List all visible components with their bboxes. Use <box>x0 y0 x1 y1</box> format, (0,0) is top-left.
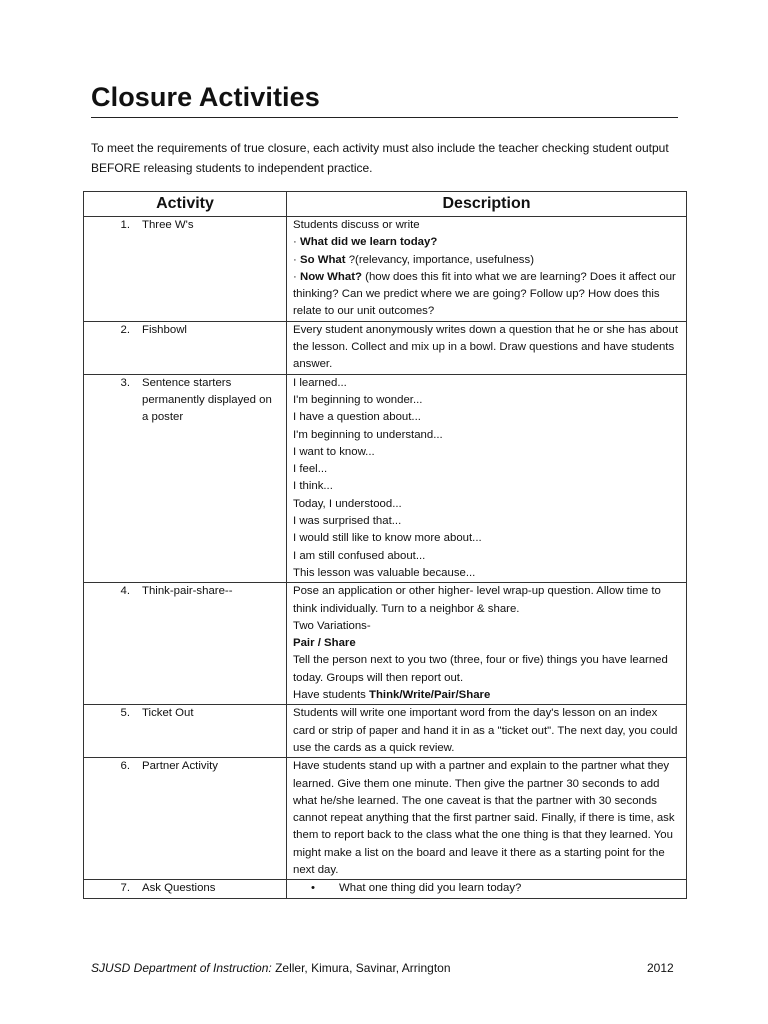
activity-cell <box>84 880 287 898</box>
table-row <box>84 705 687 758</box>
footer-authors: Zeller, Kimura, Savinar, Arrington <box>271 961 451 975</box>
activity-name: Ticket Out <box>142 707 194 720</box>
description-bold-text: Pair / Share <box>293 637 356 650</box>
activity-cell <box>84 758 287 880</box>
description-cell <box>287 217 687 322</box>
description-cell <box>287 374 687 583</box>
description-line: I learned... <box>293 376 347 389</box>
description-line <box>293 269 680 321</box>
activity-name: Ask Questions <box>142 882 216 895</box>
description-line: Have students stand up with a partner and explain to the partner what they learned. Give them one minute. Then give the partner 30 seconds to add what he/she learned. The one caveat is that the partner with 30 seconds cannot repeat anything that the first partner said. Finally, if there is time, ask them to report back to the class what the one thing is that they learned. You might make a list on the board and leave it there as a starting point for the next day. <box>293 760 675 876</box>
intro-paragraph: To meet the requirements of true closure, each activity must also include the teacher checking student output BEFORE releasing students to independent practice. <box>91 141 669 175</box>
description-line: I feel... <box>293 463 328 476</box>
activity-cell <box>84 374 287 583</box>
footer-year: 2012 <box>647 961 674 975</box>
activity-number: 3. <box>120 376 130 389</box>
description-line: I have a question about... <box>293 411 421 424</box>
description-line: I'm beginning to understand... <box>293 428 443 441</box>
description-line: Students will write one important word from the day's lesson on an index card or strip of paper and hand it in as a "ticket out". The next day, you could use the cards as a quick review. <box>293 707 678 754</box>
description-cell <box>287 583 687 705</box>
description-line: I was surprised that... <box>293 515 402 528</box>
page-title: Closure Activities <box>91 82 320 112</box>
description-line <box>293 252 680 269</box>
description-line: Every student anonymously writes down a question that he or she has about the lesson. Collect and mix up in a bowl. Draw questions and have students answer. <box>293 323 678 371</box>
activity-number: 7. <box>120 882 130 895</box>
footer-department: SJUSD Department of Instruction: <box>91 961 272 975</box>
activity-name: Think-pair-share-- <box>142 585 233 598</box>
activity-number: 4. <box>120 585 130 598</box>
activity-name: Sentence starters permanently displayed on a poster <box>142 376 272 424</box>
bullet-marker: • <box>311 882 315 895</box>
table-body <box>84 217 687 899</box>
activities-table-wrapper <box>83 191 686 899</box>
footer-credits <box>91 961 451 975</box>
activity-cell <box>84 705 287 758</box>
activity-name: Partner Activity <box>142 760 218 773</box>
description-line: I think... <box>293 480 333 493</box>
description-line: Pose an application or other higher- level wrap-up question. Allow time to think individually. Turn to a neighbor & share. <box>293 585 661 615</box>
table-row <box>84 217 687 322</box>
activity-cell <box>84 321 287 374</box>
description-bold-text: What did we learn today? <box>299 236 438 249</box>
description-bold-text: Think/Write/Pair/Share <box>368 689 491 702</box>
description-line: Students discuss or write <box>293 219 420 231</box>
description-line: Tell the person next to you two (three, four or five) things you have learned today. Groups will then report out. <box>293 654 668 684</box>
bullet-text: What one thing did you learn today? <box>339 882 522 895</box>
description-line: This lesson was valuable because... <box>293 566 476 579</box>
activity-name: Three W's <box>142 219 194 231</box>
description-line: Two Variations- <box>293 619 371 632</box>
description-line <box>293 234 680 251</box>
activity-cell <box>84 217 287 322</box>
title-divider <box>91 117 678 118</box>
activity-column-header: Activity <box>84 192 287 217</box>
description-line: I would still like to know more about... <box>293 532 482 545</box>
table-row <box>84 321 687 374</box>
description-column-header: Description <box>287 192 687 217</box>
activities-table <box>83 191 687 899</box>
description-prefix: Have students <box>293 689 369 702</box>
description-line: Today, I understood... <box>293 497 402 510</box>
description-prefix: · <box>293 270 300 283</box>
activity-number: 2. <box>120 323 130 336</box>
description-text: (how does this fit into what we are learning? Does it affect our thinking? Can we predict where we are going? Follow up? How does this relate to our unit outcomes? <box>293 270 676 318</box>
description-line: I'm beginning to wonder... <box>293 393 423 406</box>
description-cell <box>287 758 687 880</box>
table-row <box>84 374 687 583</box>
table-header-row <box>84 192 687 217</box>
table-row <box>84 758 687 880</box>
activity-number: 1. <box>120 219 130 231</box>
table-row <box>84 880 687 898</box>
activity-number: 6. <box>120 760 130 773</box>
description-cell <box>287 321 687 374</box>
description-cell <box>287 705 687 758</box>
description-bold-text: Now What? <box>299 270 362 283</box>
description-line <box>293 635 680 652</box>
description-prefix: · <box>293 236 300 249</box>
description-line: I am still confused about... <box>293 549 426 562</box>
description-line: I want to know... <box>293 445 375 458</box>
description-text: ?(relevancy, importance, usefulness) <box>345 253 534 266</box>
description-line <box>293 687 680 704</box>
description-cell <box>287 880 687 898</box>
description-bold-text: So What <box>299 253 346 266</box>
activity-number: 5. <box>120 707 130 720</box>
activity-name: Fishbowl <box>142 323 187 336</box>
activity-cell <box>84 583 287 705</box>
description-prefix: · <box>293 253 300 266</box>
table-row <box>84 583 687 705</box>
